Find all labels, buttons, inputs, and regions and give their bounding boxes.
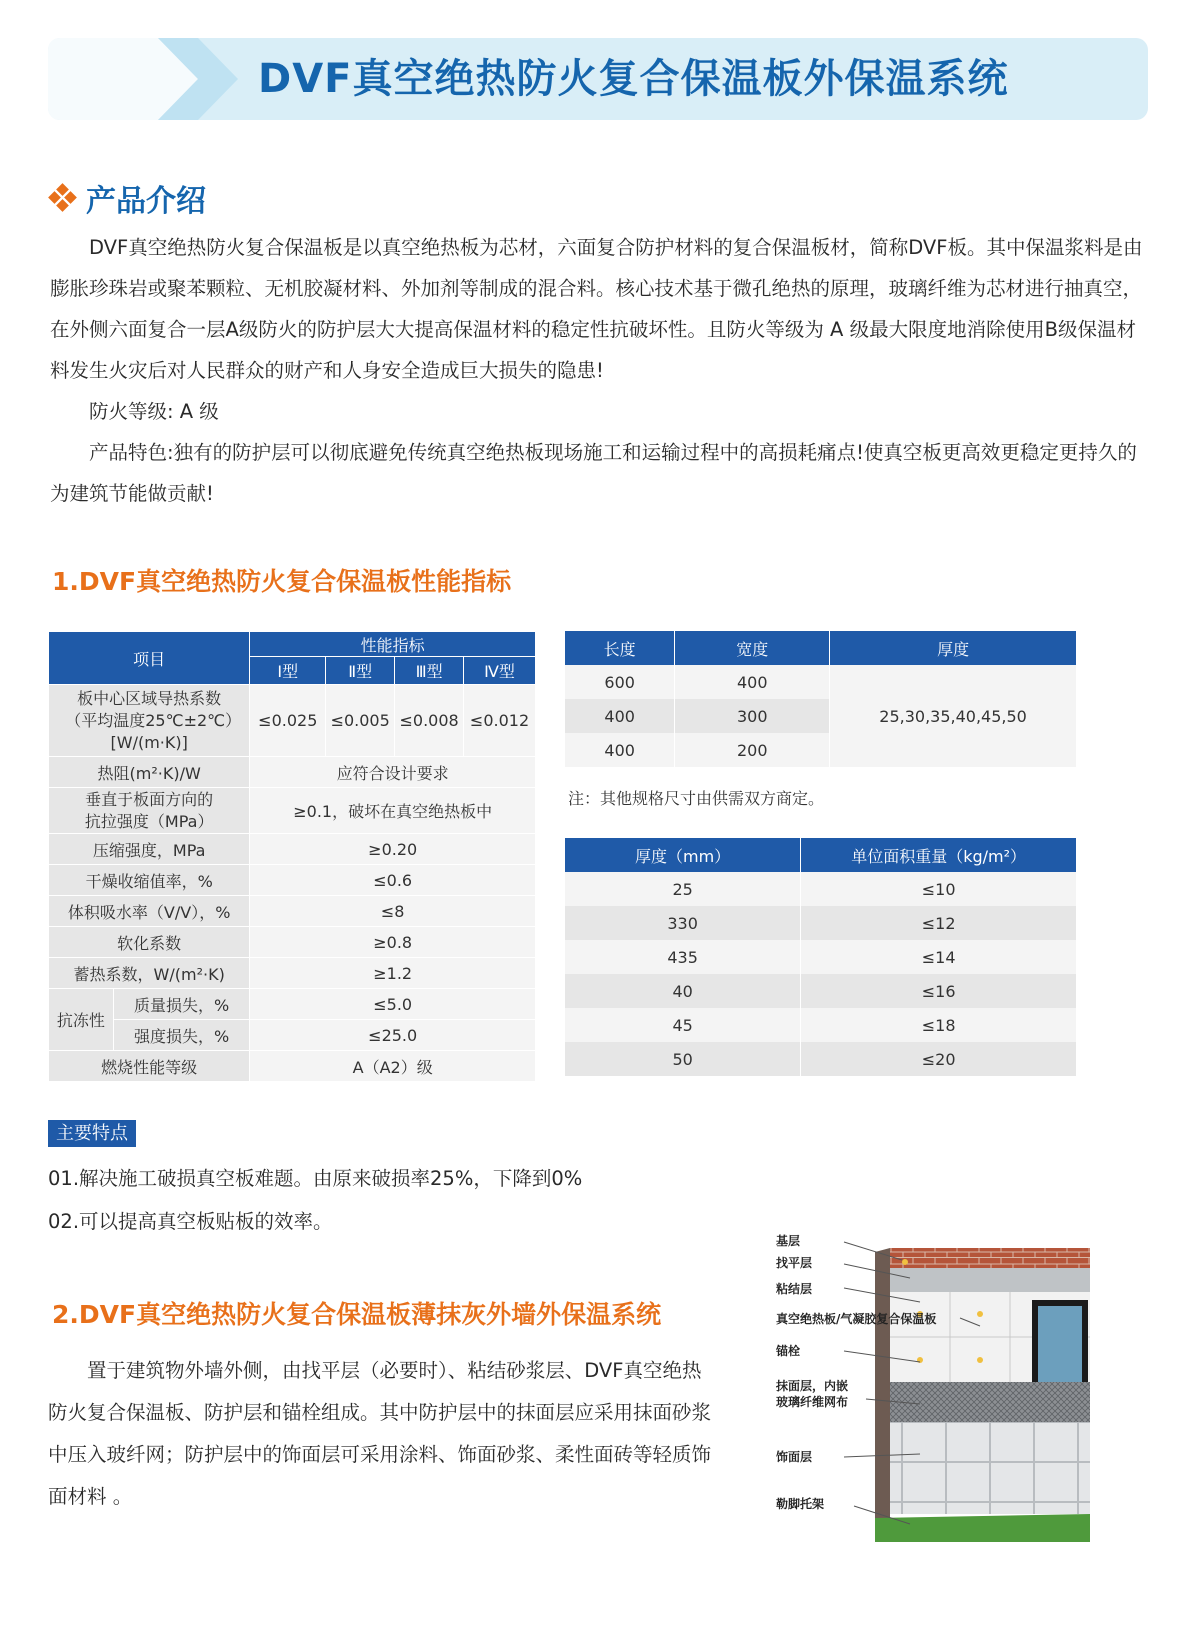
title-banner xyxy=(48,38,1148,120)
dimension-table xyxy=(565,631,1077,767)
cell-value: 25 xyxy=(565,872,801,906)
cell-value: ≤16 xyxy=(801,974,1077,1008)
row-label: 压缩强度，MPa xyxy=(49,834,250,865)
item-header: 项目 xyxy=(49,632,250,685)
diagram-label: 勒脚托架 xyxy=(776,1497,825,1511)
row-label: 体积吸水率（V/V），% xyxy=(49,896,250,927)
weight-table xyxy=(565,838,1077,1076)
cell-value: ≤8 xyxy=(250,896,536,927)
cell-value: ≤0.6 xyxy=(250,865,536,896)
fire-rating-line: 防火等级: A 级 xyxy=(89,400,219,423)
cell-value: A（A2）级 xyxy=(250,1051,536,1082)
table-row xyxy=(49,685,536,757)
table-row xyxy=(565,940,1077,974)
cell-value: 435 xyxy=(565,940,801,974)
table-row xyxy=(565,906,1077,940)
table-row xyxy=(565,872,1077,906)
cell-value: 400 xyxy=(565,733,675,767)
cell-value: ≤12 xyxy=(801,906,1077,940)
cell-value: ≤10 xyxy=(801,872,1077,906)
cell-value: ≥0.8 xyxy=(250,927,536,958)
diagram-label: 玻璃纤维网布 xyxy=(776,1395,849,1409)
table-row xyxy=(565,1042,1077,1076)
table-row xyxy=(49,927,536,958)
product-feature-line: 产品特色:独有的防护层可以彻底避免传统真空绝热板现场施工和运输过程中的高损耗痛点!使真空板更高效更稳定更持久的为建筑节能做贡献! xyxy=(50,441,1137,505)
cell-value: ≤0.025 xyxy=(250,685,326,757)
features-badge: 主要特点 xyxy=(48,1120,136,1147)
perf-header: 性能指标 xyxy=(250,632,536,657)
cell-value: ≥0.20 xyxy=(250,834,536,865)
row-label: 质量损失，% xyxy=(113,989,250,1020)
row-label: 干燥收缩值率，% xyxy=(49,865,250,896)
length-header: 长度 xyxy=(565,631,675,665)
cell-value: ≥1.2 xyxy=(250,958,536,989)
intro-text xyxy=(50,227,1150,514)
table-row xyxy=(49,757,536,788)
row-label: 软化系数 xyxy=(49,927,250,958)
table-row xyxy=(565,974,1077,1008)
cell-value: 600 xyxy=(565,665,675,699)
system-description xyxy=(48,1350,713,1518)
row-label: 强度损失，% xyxy=(113,1020,250,1051)
table-row xyxy=(49,865,536,896)
intro-heading xyxy=(50,176,206,220)
feature-item: 01.解决施工破损真空板难题。由原来破损率25%，下降到0% xyxy=(48,1167,583,1190)
cell-value: ≤18 xyxy=(801,1008,1077,1042)
cell-value: 40 xyxy=(565,974,801,1008)
page-title: DVF真空绝热防火复合保温板外保温系统 xyxy=(258,56,1009,102)
thickness-header: 厚度 xyxy=(830,631,1077,665)
cell-value: 400 xyxy=(675,665,830,699)
table-row xyxy=(49,989,536,1020)
intro-paragraph: DVF真空绝热防火复合保温板是以真空绝热板为芯材，六面复合防护材料的复合保温板材，简称DVF板。其中保温浆料是由膨胀珍珠岩或聚苯颗粒、无机胶凝材料、外加剂等制成的混合料。核心技术基于微孔绝热的原理，玻璃纤维为芯材进行抽真空，在外侧六面复合一层A级防火的防护层大大提高保温材料的稳定性抗破坏性。且防火等级为 A 级最大限度地消除使用B级保温材料发生火灾后对人民群众的财产和人身安全造成巨大损失的隐患! xyxy=(50,236,1143,382)
section-1-title: 1.DVF真空绝热防火复合保温板性能指标 xyxy=(52,567,512,596)
diagram-label: 粘结层 xyxy=(776,1282,813,1296)
cell-value: 45 xyxy=(565,1008,801,1042)
thickness-mm-header: 厚度（mm） xyxy=(565,838,801,872)
table-row xyxy=(565,665,1077,699)
cell-value: 330 xyxy=(565,906,801,940)
cell-value: ≤0.012 xyxy=(464,685,536,757)
type-header: Ⅱ型 xyxy=(326,657,395,685)
cell-value: 400 xyxy=(565,699,675,733)
system-paragraph: 置于建筑物外墙外侧，由找平层（必要时）、粘结砂浆层、DVF真空绝热防火复合保温板、防护层和锚栓组成。其中防护层中的抹面层应采用抹面砂浆中压入玻纤网；防护层中的饰面层可采用涂料、饰面砂浆、柔性面砖等轻质饰面材料 。 xyxy=(48,1359,712,1508)
intro-title: 产品介绍 xyxy=(86,184,206,219)
diamond-bullet-icon xyxy=(50,185,76,211)
table-row xyxy=(49,1051,536,1082)
section-2-title: 2.DVF真空绝热防火复合保温板薄抹灰外墙外保温系统 xyxy=(52,1300,662,1329)
frost-label: 抗冻性 xyxy=(49,989,114,1051)
row-label: 垂直于板面方向的抗拉强度（MPa） xyxy=(49,788,250,834)
cell-value: ≤5.0 xyxy=(250,989,536,1020)
table-row xyxy=(49,896,536,927)
diagram-label: 基层 xyxy=(776,1234,801,1248)
cell-value: ≥0.1，破坏在真空绝热板中 xyxy=(250,788,536,834)
banner-arrow-icon xyxy=(48,38,248,120)
type-header: Ⅳ型 xyxy=(464,657,536,685)
thickness-values: 25,30,35,40,45,50 xyxy=(830,665,1077,767)
performance-table xyxy=(48,631,536,1082)
dimension-note: 注：其他规格尺寸由供需双方商定。 xyxy=(568,789,825,808)
feature-item: 02.可以提高真空板贴板的效率。 xyxy=(48,1210,333,1233)
wall-system-diagram xyxy=(770,1222,1090,1542)
diagram-label: 锚栓 xyxy=(776,1344,801,1358)
diagram-label: 抹面层，内嵌 xyxy=(776,1379,849,1393)
table-row xyxy=(49,788,536,834)
table-row xyxy=(565,1008,1077,1042)
cell-value: 300 xyxy=(675,699,830,733)
row-label: 热阻(m²·K)/W xyxy=(49,757,250,788)
type-header: Ⅲ型 xyxy=(395,657,464,685)
cell-value: ≤0.008 xyxy=(395,685,464,757)
weight-header: 单位面积重量（kg/m²） xyxy=(801,838,1077,872)
cell-value: ≤0.005 xyxy=(326,685,395,757)
cell-value: 200 xyxy=(675,733,830,767)
table-row xyxy=(49,958,536,989)
cell-value: ≤20 xyxy=(801,1042,1077,1076)
row-label: 板中心区域导热系数（平均温度25℃±2℃）[W/(m·K)] xyxy=(49,685,250,757)
cell-value: 应符合设计要求 xyxy=(250,757,536,788)
row-label: 燃烧性能等级 xyxy=(49,1051,250,1082)
width-header: 宽度 xyxy=(675,631,830,665)
table-row xyxy=(49,834,536,865)
diagram-label: 找平层 xyxy=(776,1256,813,1270)
cell-value: ≤14 xyxy=(801,940,1077,974)
row-label: 蓄热系数，W/(m²·K) xyxy=(49,958,250,989)
table-row xyxy=(49,1020,536,1051)
diagram-label: 饰面层 xyxy=(776,1450,813,1464)
cell-value: ≤25.0 xyxy=(250,1020,536,1051)
cell-value: 50 xyxy=(565,1042,801,1076)
diagram-label: 真空绝热板/气凝胶复合保温板 xyxy=(776,1312,937,1326)
type-header: Ⅰ型 xyxy=(250,657,326,685)
